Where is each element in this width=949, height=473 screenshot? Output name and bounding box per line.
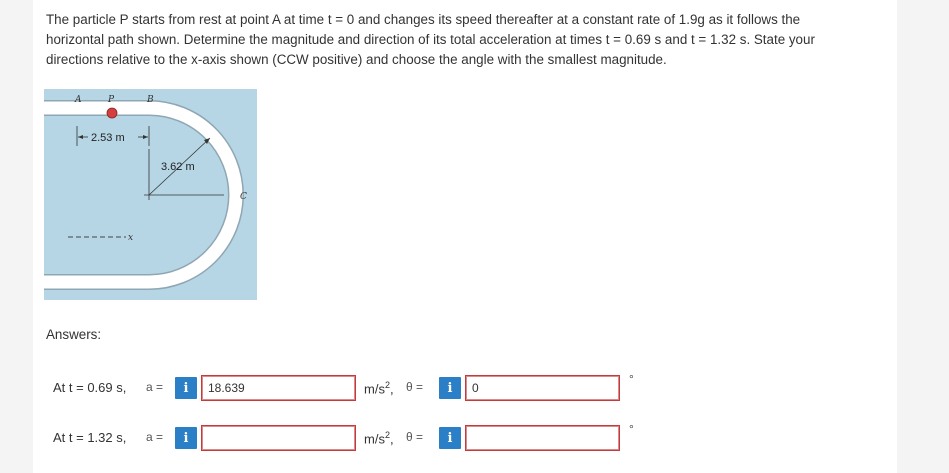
- problem-line-1: The particle P starts from rest at point A at time t = 0 and changes its speed thereafter at a constant rate of 1.9g as it follows the: [46, 12, 801, 27]
- unit-label-2: $m/s^2$,: [364, 430, 394, 447]
- question-card: [33, 0, 897, 473]
- degree-symbol-2: °: [629, 422, 634, 436]
- angle-input-2[interactable]: [465, 425, 620, 451]
- info-icon[interactable]: i: [175, 377, 197, 399]
- acceleration-input-2[interactable]: [201, 425, 356, 451]
- label-b: B: [147, 95, 154, 105]
- degree-symbol-1: °: [629, 372, 634, 386]
- time-label-1: At t = 0.69 s,: [53, 380, 127, 395]
- acceleration-input-1[interactable]: [201, 375, 356, 401]
- dim-arrowhead-right: [143, 135, 148, 139]
- theta-label-2: θ =: [406, 430, 424, 444]
- angle-input-1[interactable]: [465, 375, 620, 401]
- problem-line-3: directions relative to the x-axis shown (CCW positive) and choose the angle with the smallest magnitude.: [46, 52, 667, 67]
- dim-arrowhead-left: [78, 135, 83, 139]
- label-c: C: [240, 192, 247, 202]
- particle-p: [107, 108, 117, 118]
- answers-heading: Answers:: [46, 327, 102, 342]
- dim-radius: 3.62 m: [161, 161, 195, 173]
- answer-row-2: [33, 423, 897, 453]
- answer-row-1: [33, 373, 897, 403]
- a-label-2: a =: [146, 430, 164, 444]
- label-p: P: [108, 95, 115, 105]
- label-x: x: [128, 233, 134, 243]
- unit-label-1: $m/s^2$,: [364, 380, 394, 397]
- info-icon[interactable]: i: [439, 427, 461, 449]
- path-diagram: [44, 89, 257, 300]
- a-label-1: a =: [146, 380, 164, 394]
- problem-statement: [46, 10, 881, 70]
- info-icon[interactable]: i: [175, 427, 197, 449]
- info-icon[interactable]: i: [439, 377, 461, 399]
- time-label-2: At t = 1.32 s,: [53, 430, 127, 445]
- theta-label-1: θ =: [406, 380, 424, 394]
- problem-line-2: horizontal path shown. Determine the magnitude and direction of its total acceleration at times t = 0.69 s and t = 1.32 s. State your: [46, 32, 815, 47]
- label-a: A: [75, 95, 82, 105]
- path-figure: [44, 89, 257, 300]
- dim-straight-length: 2.53 m: [91, 132, 125, 144]
